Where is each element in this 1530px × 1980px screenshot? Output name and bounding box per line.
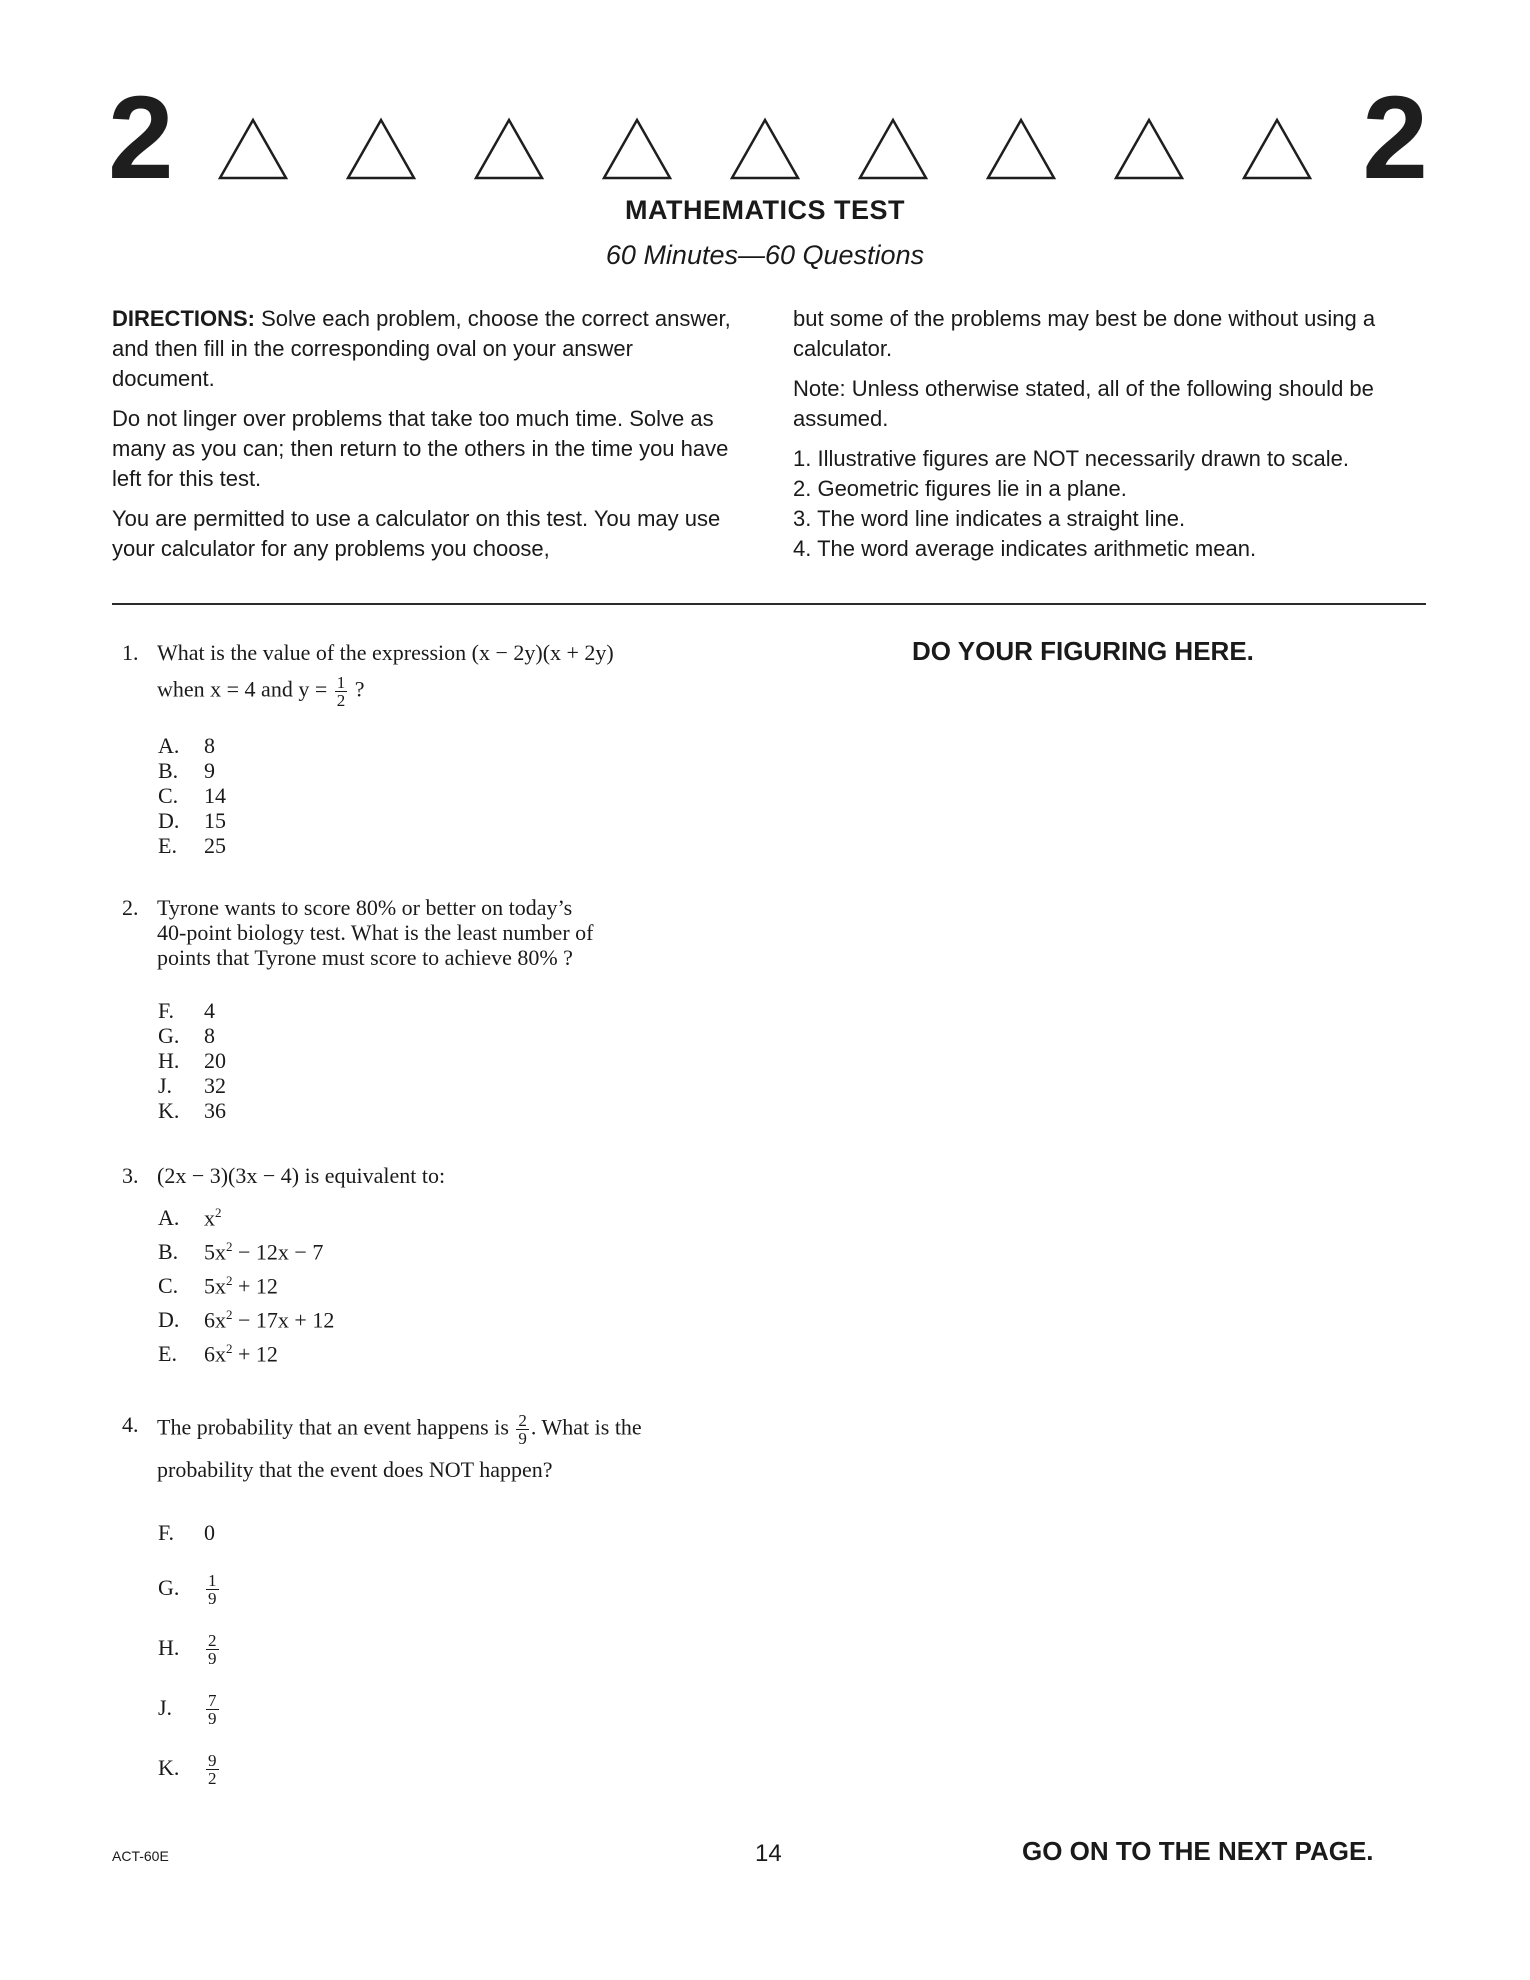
question-line: What is the value of the expression (x − 2y)(x + 2y) — [157, 640, 614, 665]
triangle-icon — [220, 120, 286, 178]
choice-text: 20 — [204, 1048, 226, 1073]
choice-letter: A. — [158, 1205, 180, 1231]
answer-choice[interactable] — [158, 1073, 226, 1099]
choice-base: x — [204, 1205, 215, 1231]
answer-choice[interactable] — [158, 808, 226, 834]
fraction — [206, 1752, 219, 1787]
triangle-row — [218, 106, 1318, 186]
question-1 — [122, 640, 742, 709]
question-number: 3. — [122, 1163, 139, 1188]
choice-letter: H. — [158, 1048, 180, 1073]
question-line: points that Tyrone must score to achieve 80% ? — [157, 945, 573, 970]
answer-choice[interactable] — [158, 1023, 215, 1049]
directions-left-column — [112, 304, 737, 574]
section-divider — [112, 603, 1426, 605]
fraction-denominator: 2 — [336, 691, 346, 710]
question-number: 2. — [122, 895, 139, 920]
answer-choice[interactable] — [158, 1048, 226, 1074]
choice-letter: K. — [158, 1098, 180, 1123]
choice-letter: G. — [158, 1023, 180, 1048]
triangle-icon — [604, 120, 670, 178]
assumption-item-3: 3. The word line indicates a straight line. — [793, 506, 1186, 531]
choice-text: 9 — [204, 758, 215, 783]
question-line: 40-point biology test. What is the least number of — [157, 920, 594, 945]
choice-text: 36 — [204, 1098, 226, 1123]
form-code: ACT-60E — [112, 1848, 169, 1864]
question-number: 4. — [122, 1412, 139, 1437]
figuring-label: DO YOUR FIGURING HERE. — [912, 636, 1254, 666]
triangle-icon — [732, 120, 798, 178]
answer-choice[interactable] — [158, 1752, 221, 1787]
question-line: (2x − 3)(3x − 4) is equivalent to: — [157, 1163, 446, 1188]
choice-exponent: 2 — [215, 1205, 222, 1220]
assumption-item-4: 4. The word average indicates arithmetic mean. — [793, 536, 1257, 561]
question-line: probability that the event does NOT happen? — [157, 1457, 553, 1482]
answer-choice[interactable] — [158, 1692, 221, 1727]
choice-letter: C. — [158, 1273, 179, 1299]
directions-note: Note: Unless otherwise stated, all of the following should be assumed. — [793, 376, 1374, 431]
choice-letter: C. — [158, 783, 179, 808]
triangle-icon — [1244, 120, 1310, 178]
directions-paragraph-3: You are permitted to use a calculator on this test. You may use your calculator for any problems you choose, — [112, 506, 721, 561]
fraction-denominator: 9 — [208, 1649, 217, 1668]
choice-rest: + 12 — [232, 1273, 278, 1299]
choice-exponent: 2 — [226, 1239, 233, 1254]
answer-choice[interactable] — [158, 998, 215, 1024]
choice-base: 5x — [204, 1239, 226, 1265]
choice-letter: F. — [158, 998, 174, 1023]
answer-choice[interactable] — [158, 1273, 278, 1299]
choice-text: 8 — [204, 733, 215, 758]
assumption-list — [793, 444, 1428, 564]
assumption-item-2: 2. Geometric figures lie in a plane. — [793, 476, 1127, 501]
choice-text: 14 — [204, 783, 226, 808]
section-header — [108, 72, 1428, 204]
assumption-item-1: 1. Illustrative figures are NOT necessarily drawn to scale. — [793, 446, 1349, 471]
answer-choice[interactable] — [158, 1239, 323, 1265]
choice-letter: B. — [158, 758, 179, 783]
page-number: 14 — [755, 1840, 782, 1867]
choice-letter: E. — [158, 833, 177, 858]
choice-exponent: 2 — [226, 1273, 233, 1288]
fraction-denominator: 9 — [518, 1429, 527, 1448]
fraction-numerator: 2 — [208, 1631, 217, 1650]
choice-letter: D. — [158, 808, 180, 833]
answer-choice[interactable] — [158, 1341, 278, 1367]
question-line — [157, 674, 742, 709]
answer-choice[interactable] — [158, 1205, 222, 1231]
choice-text: 25 — [204, 833, 226, 858]
directions-paragraph-1 — [112, 304, 737, 394]
triangle-icon — [348, 120, 414, 178]
question-text: . What is the — [530, 1414, 642, 1440]
fraction-denominator: 2 — [208, 1769, 217, 1788]
answer-choice[interactable] — [158, 833, 226, 859]
fraction — [206, 1692, 219, 1727]
fraction — [516, 1412, 529, 1447]
directions-paragraph-4: but some of the problems may best be done without using a calculator. — [793, 306, 1376, 361]
answer-choice[interactable] — [158, 1572, 221, 1607]
directions-text-1: Solve each problem, choose the correct answer, and then fill in the corresponding oval on your answer document. — [112, 306, 731, 391]
question-line: Tyrone wants to score 80% or better on today’s — [157, 895, 573, 920]
question-2 — [122, 895, 742, 970]
question-number: 1. — [122, 640, 139, 665]
next-page-label: GO ON TO THE NEXT PAGE. — [1022, 1836, 1374, 1866]
choice-letter: A. — [158, 733, 180, 758]
section-number-left: 2 — [108, 72, 174, 204]
choice-text: 4 — [204, 998, 215, 1023]
question-4 — [122, 1412, 742, 1483]
choice-text: 0 — [204, 1520, 215, 1545]
choice-letter: B. — [158, 1239, 179, 1265]
choice-rest: − 12x − 7 — [232, 1239, 324, 1265]
fraction-numerator: 9 — [208, 1751, 217, 1770]
answer-choice[interactable] — [158, 783, 226, 809]
triangle-icon — [988, 120, 1054, 178]
choice-text: 8 — [204, 1023, 215, 1048]
question-3 — [122, 1163, 742, 1189]
triangle-icon — [860, 120, 926, 178]
choice-letter: H. — [158, 1634, 180, 1660]
triangle-icon — [476, 120, 542, 178]
choice-base: 6x — [204, 1341, 226, 1367]
choice-letter: E. — [158, 1341, 177, 1367]
answer-choice[interactable] — [158, 758, 215, 784]
question-stem — [157, 1412, 742, 1483]
choice-text: 32 — [204, 1073, 226, 1098]
test-title: MATHEMATICS TEST — [625, 195, 905, 225]
fraction — [206, 1632, 219, 1667]
directions-paragraph-2: Do not linger over problems that take too much time. Solve as many as you can; then return to the others in the time you have left for this test. — [112, 406, 729, 491]
answer-choice[interactable] — [158, 1520, 215, 1546]
answer-choice[interactable] — [158, 733, 215, 759]
fraction-numerator: 7 — [208, 1691, 217, 1710]
triangle-row-svg — [218, 106, 1318, 186]
directions-label: DIRECTIONS: — [112, 306, 255, 331]
test-subtitle: 60 Minutes—60 Questions — [605, 240, 925, 270]
choice-text: 15 — [204, 808, 226, 833]
section-number-right: 2 — [1362, 72, 1428, 204]
question-line — [157, 1412, 742, 1447]
choice-letter: K. — [158, 1754, 180, 1780]
choice-rest: − 17x + 12 — [232, 1307, 335, 1333]
answer-choice[interactable] — [158, 1098, 226, 1124]
question-stem — [157, 895, 742, 970]
question-text: The probability that an event happens is — [157, 1414, 515, 1440]
choice-exponent: 2 — [226, 1307, 233, 1322]
fraction-numerator: 1 — [336, 673, 346, 692]
fraction — [335, 674, 348, 709]
fraction-numerator: 2 — [518, 1411, 527, 1430]
triangle-icon — [1116, 120, 1182, 178]
fraction-denominator: 9 — [208, 1709, 217, 1728]
choice-letter: J. — [158, 1073, 173, 1098]
question-text: ? — [349, 676, 365, 702]
fraction — [206, 1572, 219, 1607]
question-stem — [157, 1163, 742, 1189]
fraction-numerator: 1 — [208, 1571, 217, 1590]
choice-rest: + 12 — [232, 1341, 278, 1367]
choice-base: 6x — [204, 1307, 226, 1333]
choice-base: 5x — [204, 1273, 226, 1299]
question-text: when x = 4 and y = — [157, 676, 333, 702]
fraction-denominator: 9 — [208, 1589, 217, 1608]
choice-letter: D. — [158, 1307, 180, 1333]
choice-letter: J. — [158, 1694, 173, 1720]
answer-choice[interactable] — [158, 1307, 334, 1333]
choice-letter: F. — [158, 1520, 174, 1545]
choice-letter: G. — [158, 1574, 180, 1600]
directions-right-column — [793, 304, 1428, 564]
question-stem — [157, 640, 742, 709]
choice-exponent: 2 — [226, 1341, 233, 1356]
answer-choice[interactable] — [158, 1632, 221, 1667]
